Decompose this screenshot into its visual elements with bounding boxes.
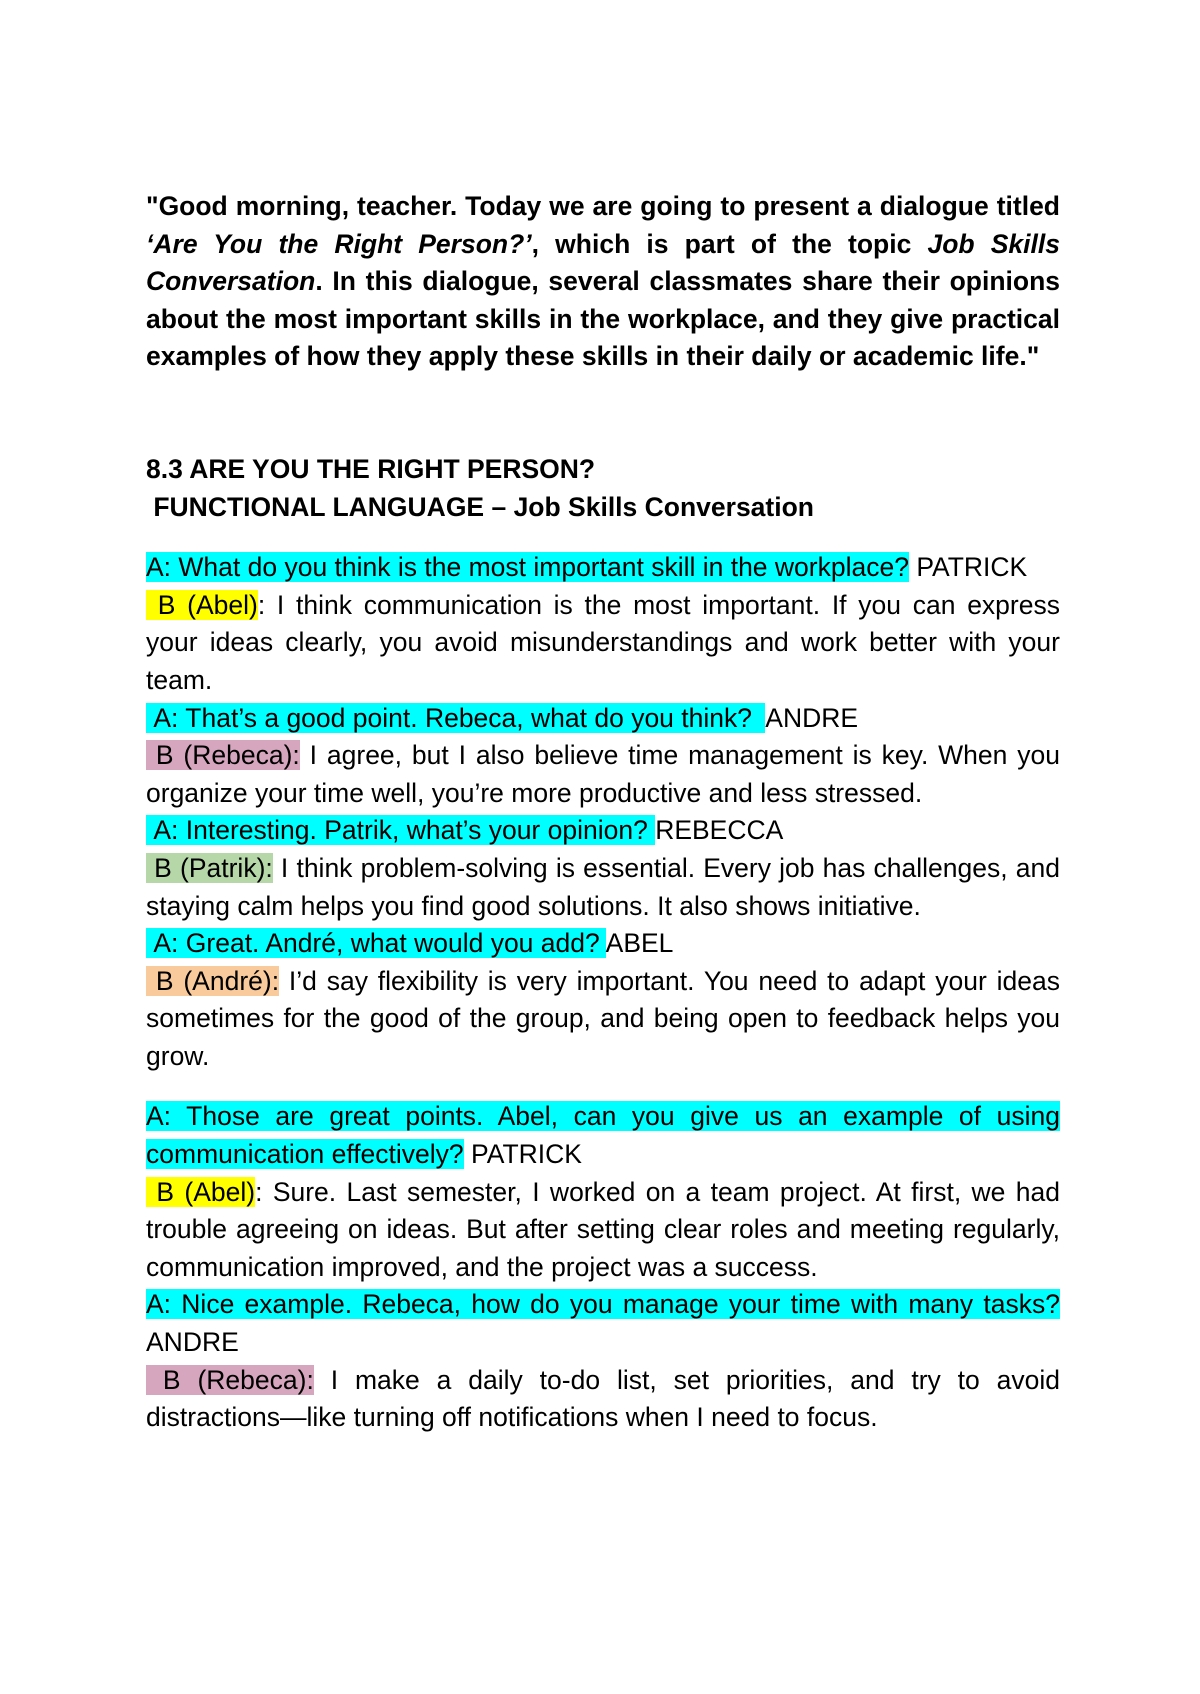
answer-text: I agree, but I also believe time management is key. When you organize your time well, you’re more productive and less stressed.	[146, 740, 1060, 808]
section-title: 8.3 ARE YOU THE RIGHT PERSON?	[146, 453, 596, 484]
question-highlight: A: Those are great points. Abel, can you give us an example of using communication effectively?	[146, 1101, 1060, 1170]
presenter-name: PATRICK	[463, 1139, 582, 1170]
presenter-name: REBECCA	[655, 815, 784, 846]
dialogue-answer	[146, 1362, 1060, 1437]
intro-text-2: , which is part of the topic	[531, 228, 928, 259]
dialogue-answer	[146, 1174, 1060, 1287]
speaker-tag-andre: B (André):	[146, 965, 280, 996]
dialogue-answer	[146, 850, 1060, 925]
presenter-name: ANDRE	[765, 702, 859, 733]
dialogue-answer	[146, 737, 1060, 812]
question-highlight: A: Great. André, what would you add?	[146, 928, 606, 959]
presenter-name: ABEL	[605, 928, 674, 959]
speaker-tag-rebeca: B (Rebeca):	[146, 740, 300, 771]
spacer	[146, 1075, 1060, 1098]
presenter-name: ANDRE	[146, 1327, 239, 1358]
question-highlight: A: Nice example. Rebeca, how do you manage your time with many tasks?	[146, 1289, 1060, 1320]
section-subtitle: FUNCTIONAL LANGUAGE – Job Skills Conversation	[146, 491, 814, 522]
question-highlight: A: Interesting. Patrik, what’s your opinion?	[146, 815, 656, 846]
intro-topic: Job Skills Conversation	[146, 228, 1060, 297]
dialogue-question	[146, 925, 1060, 963]
dialogue-answer	[146, 587, 1060, 700]
answer-text: I make a daily to-do list, set priorities, and try to avoid distractions—like turning off notifications when I need to focus.	[146, 1364, 1060, 1433]
intro-dialogue-title: ‘Are You the Right Person?’	[146, 228, 532, 259]
speaker-tag-abel: B (Abel)	[146, 589, 258, 620]
answer-text: : Sure. Last semester, I worked on a team project. At first, we had trouble agreeing on ideas. But after setting clear roles and meeting regularly, communication improved, and the project was a success.	[146, 1176, 1060, 1282]
intro-text-3: . In this dialogue, several classmates share their opinions about the most important skills in the workplace, and they give practical examples of how they apply these skills in their daily or academic life."	[146, 266, 1060, 372]
spacer	[146, 526, 1060, 549]
dialogue-question	[146, 1098, 1060, 1173]
intro-paragraph	[146, 188, 1060, 376]
intro-text-1: "Good morning, teacher. Today we are going to present a dialogue titled	[146, 191, 1060, 221]
speaker-tag-abel: B (Abel)	[146, 1176, 256, 1207]
presenter-name: PATRICK	[908, 552, 1028, 583]
speaker-tag-rebeca: B (Rebeca):	[146, 1364, 314, 1395]
dialogue-question	[146, 700, 1060, 738]
spacer	[146, 376, 1060, 451]
document-page	[146, 188, 1060, 1437]
dialogue-answer	[146, 963, 1060, 1076]
answer-text: : I think communication is the most important. If you can express your ideas clearly, you avoid misunderstandings and work better with your team.	[146, 589, 1060, 695]
answer-text: I think problem-solving is essential. Every job has challenges, and staying calm helps you find good solutions. It also shows initiative.	[146, 852, 1061, 921]
answer-text: I’d say flexibility is very important. You need to adapt your ideas sometimes for the good of the group, and being open to feedback helps you grow.	[146, 965, 1060, 1071]
dialogue-question	[146, 549, 1060, 587]
speaker-tag-patrik: B (Patrik):	[146, 852, 273, 883]
dialogue-question	[146, 812, 1060, 850]
question-highlight: A: What do you think is the most important skill in the workplace?	[146, 552, 909, 583]
dialogue-question	[146, 1286, 1060, 1361]
question-highlight: A: That’s a good point. Rebeca, what do you think?	[146, 702, 766, 733]
